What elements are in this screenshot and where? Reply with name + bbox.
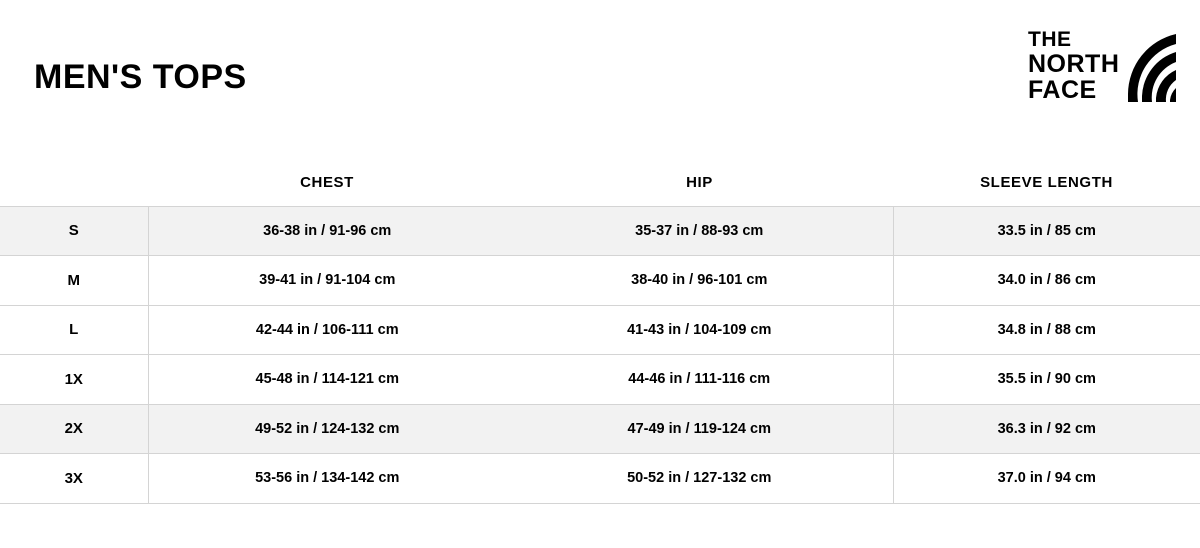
table-row [0, 454, 1200, 504]
size-chart-table [0, 160, 1200, 504]
cell-chest: 36-38 in / 91-96 cm [148, 206, 506, 256]
table-header-row [0, 160, 1200, 206]
cell-sleeve: 35.5 in / 90 cm [893, 355, 1200, 405]
table-body [0, 206, 1200, 503]
table-row [0, 256, 1200, 306]
svg-text:NORTH: NORTH [1028, 50, 1120, 78]
table-row [0, 305, 1200, 355]
cell-hip: 35-37 in / 88-93 cm [506, 206, 893, 256]
table-head [0, 160, 1200, 206]
table-row [0, 404, 1200, 454]
cell-size: L [0, 305, 148, 355]
page-title: MEN'S TOPS [34, 58, 247, 96]
the-north-face-logo [1028, 24, 1176, 110]
column-header-chest: CHEST [300, 174, 354, 192]
page-header [0, 0, 1200, 140]
column-header-size [0, 160, 148, 206]
cell-size: 3X [0, 454, 148, 504]
cell-size: 1X [0, 355, 148, 405]
cell-chest: 49-52 in / 124-132 cm [148, 404, 506, 454]
cell-sleeve: 34.8 in / 88 cm [893, 305, 1200, 355]
cell-size: M [0, 256, 148, 306]
cell-sleeve: 34.0 in / 86 cm [893, 256, 1200, 306]
svg-text:FACE: FACE [1028, 76, 1097, 104]
column-header-sleeve-length: SLEEVE LENGTH [980, 174, 1113, 192]
cell-chest: 39-41 in / 91-104 cm [148, 256, 506, 306]
cell-sleeve: 37.0 in / 94 cm [893, 454, 1200, 504]
cell-hip: 47-49 in / 119-124 cm [506, 404, 893, 454]
cell-size: 2X [0, 404, 148, 454]
table-row [0, 355, 1200, 405]
cell-hip: 38-40 in / 96-101 cm [506, 256, 893, 306]
cell-size: S [0, 206, 148, 256]
cell-sleeve: 33.5 in / 85 cm [893, 206, 1200, 256]
footer-spacer [0, 508, 1200, 548]
cell-chest: 42-44 in / 106-111 cm [148, 305, 506, 355]
cell-hip: 44-46 in / 111-116 cm [506, 355, 893, 405]
table-row [0, 206, 1200, 256]
column-header-hip: HIP [686, 174, 713, 192]
cell-hip: 50-52 in / 127-132 cm [506, 454, 893, 504]
cell-hip: 41-43 in / 104-109 cm [506, 305, 893, 355]
cell-sleeve: 36.3 in / 92 cm [893, 404, 1200, 454]
cell-chest: 53-56 in / 134-142 cm [148, 454, 506, 504]
cell-chest: 45-48 in / 114-121 cm [148, 355, 506, 405]
svg-text:THE: THE [1028, 28, 1072, 51]
